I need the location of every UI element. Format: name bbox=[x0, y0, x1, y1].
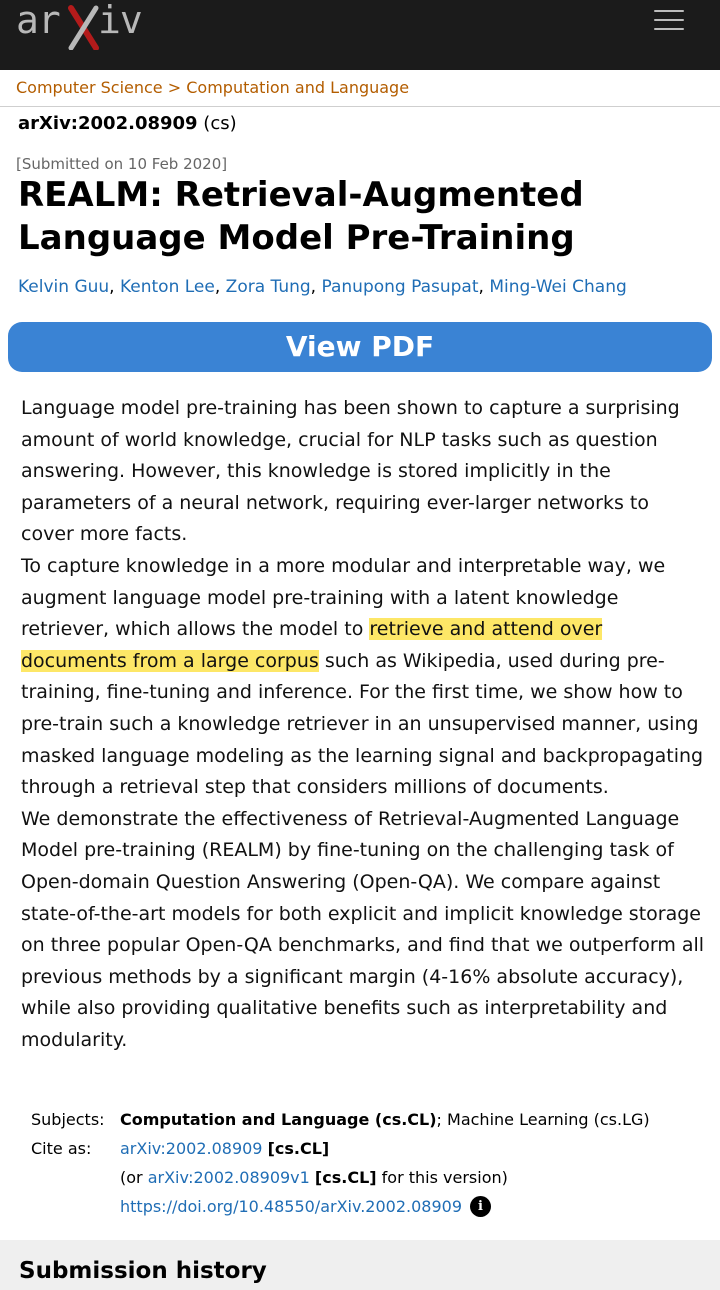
secondary-subject: ; Machine Learning (cs.LG) bbox=[436, 1110, 650, 1129]
info-icon[interactable]: i bbox=[470, 1196, 491, 1217]
author-link[interactable]: Kenton Lee bbox=[119, 277, 215, 297]
version-category: [cs.CL] bbox=[314, 1168, 377, 1187]
version-link[interactable]: arXiv:2002.08909v1 bbox=[147, 1168, 310, 1187]
author-separator: , bbox=[214, 277, 226, 297]
paper-title: REALM: Retrieval-Augmented Language Model Pre-Training bbox=[18, 175, 584, 258]
author-separator: , bbox=[310, 277, 322, 297]
metadata-table bbox=[31, 1105, 650, 1221]
doi-spacer bbox=[31, 1192, 120, 1221]
version-prefix: (or bbox=[120, 1168, 148, 1187]
breadcrumb-computation-and-language[interactable]: Computation and Language bbox=[186, 78, 410, 97]
subjects-label: Subjects: bbox=[31, 1110, 105, 1129]
paper-id-line bbox=[18, 113, 237, 134]
author-link[interactable]: Kelvin Guu bbox=[18, 277, 110, 297]
abstract-paragraph-1: Language model pre-training has been shown to capture a surprising amount of world knowledge, crucial for NLP tasks such as question answering. However, this knowledge is stored implicitly in the parameters of a neural network, requiring ever-larger networks to cover more facts. bbox=[21, 397, 680, 546]
primary-subject: Computation and Language (cs.CL) bbox=[120, 1110, 437, 1129]
doi-link[interactable]: https://doi.org/10.48550/arXiv.2002.08909 bbox=[120, 1197, 462, 1216]
author-list bbox=[18, 277, 627, 297]
breadcrumb-separator: > bbox=[167, 78, 182, 97]
highlighted-text: retrieve and attend over documents from a large corpus bbox=[21, 618, 603, 672]
submission-history-heading: Submission history bbox=[19, 1258, 267, 1284]
svg-text:iv: iv bbox=[98, 0, 142, 42]
subjects-row bbox=[31, 1105, 650, 1134]
breadcrumb-computer-science[interactable]: Computer Science bbox=[16, 78, 163, 97]
author-separator: , bbox=[478, 277, 490, 297]
svg-text:ar: ar bbox=[16, 0, 60, 42]
hamburger-menu-icon[interactable] bbox=[654, 10, 684, 34]
cite-row bbox=[31, 1134, 650, 1163]
author-separator: , bbox=[109, 277, 120, 297]
header-divider bbox=[0, 106, 720, 107]
submission-history-section bbox=[0, 1240, 720, 1290]
cite-value bbox=[120, 1134, 329, 1163]
version-value bbox=[120, 1163, 508, 1192]
abstract-paragraph-3: We demonstrate the effectiveness of Retrieval-Augmented Language Model pre-training (REALM) by fine-tuning on the challenging task of Open-domain Question Answering (Open-QA). We compare against state-of-the-art models for both explicit and implicit knowledge storage on three popular Open-QA benchmarks, and find that we outperform all previous methods by a significant margin (4-16% absolute accuracy), while also providing qualitative benefits such as interpretability and modularity. bbox=[21, 807, 705, 1051]
top-navigation-bar bbox=[0, 0, 720, 70]
view-pdf-button[interactable]: View PDF bbox=[8, 322, 712, 372]
subjects-value bbox=[120, 1105, 650, 1134]
abstract-p2-text: To capture knowledge in a more modular and interpretable way, we augment language model pre-training with a latent knowledge retriever, which allows the model to bbox=[21, 554, 666, 641]
breadcrumb bbox=[16, 78, 409, 97]
version-suffix: for this version) bbox=[376, 1168, 508, 1187]
cite-link[interactable]: arXiv:2002.08909 bbox=[120, 1139, 263, 1158]
paper-id: arXiv:2002.08909 bbox=[18, 113, 198, 134]
cite-category: [cs.CL] bbox=[267, 1139, 330, 1158]
cite-label: Cite as: bbox=[31, 1139, 92, 1158]
abstract-paragraph-2 bbox=[21, 551, 706, 804]
submission-date: [Submitted on 10 Feb 2020] bbox=[16, 155, 228, 173]
arxiv-logo[interactable] bbox=[16, 0, 156, 50]
version-spacer bbox=[31, 1163, 120, 1192]
author-link[interactable]: Ming-Wei Chang bbox=[489, 277, 627, 297]
author-link[interactable]: Panupong Pasupat bbox=[321, 277, 479, 297]
abstract bbox=[21, 393, 706, 1056]
doi-value bbox=[120, 1192, 491, 1221]
paper-category: (cs) bbox=[203, 113, 237, 134]
version-row bbox=[31, 1163, 650, 1192]
abstract-p2-text: such as Wikipedia, used during pre-training, fine-tuning and inference. For the first time, we show how to pre-train such a knowledge retriever in an unsupervised manner, using masked language modeling as the learning signal and backpropagating through a retrieval step that considers millions of documents. bbox=[21, 649, 704, 799]
doi-row bbox=[31, 1192, 650, 1221]
author-link[interactable]: Zora Tung bbox=[225, 277, 311, 297]
